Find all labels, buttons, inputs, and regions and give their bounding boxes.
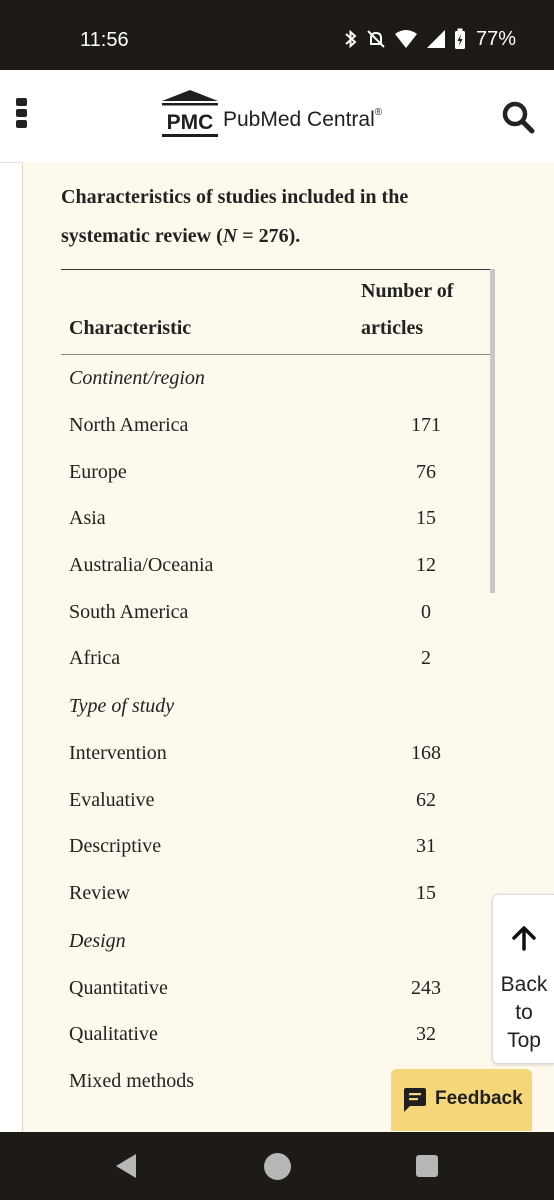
table-row-value: 32 [416,1023,436,1045]
do-not-disturb-icon [366,29,386,49]
recents-square-icon[interactable] [416,1155,438,1177]
table-row-label: Europe [69,461,127,483]
back-to-top-label: Back to Top [500,973,548,1052]
pmc-building-icon [158,89,222,139]
battery-charging-icon [454,28,466,50]
registered-mark: ® [374,107,383,118]
table-row-label: Review [69,882,131,904]
status-bar [0,0,554,70]
logo-name: PubMed Central [223,108,375,131]
table-row-label: Australia/Oceania [69,554,214,576]
back-triangle-icon[interactable] [113,1152,139,1180]
table-row-label: Qualitative [69,1023,158,1045]
section-label: Continent/region [69,367,205,389]
feedback-button[interactable] [391,1069,532,1131]
table-row-value: 12 [416,554,436,576]
table-row-value: 168 [411,742,441,764]
logo-acronym: PMC [166,111,214,134]
table-row-value: 62 [416,789,436,811]
table-row-label: Intervention [69,742,167,764]
table-row-value: 0 [421,601,431,623]
table-row-value: 243 [411,977,441,999]
signal-icon [426,29,446,49]
table-row-label: Quantitative [69,977,168,999]
section-label: Type of study [69,695,175,717]
table-row-label: North America [69,414,189,436]
column-header-number-of-articles: Number of articles [361,280,454,339]
table-row-value: 15 [416,882,436,904]
arrow-up-icon [511,925,537,951]
menu-dots-icon[interactable] [16,98,28,130]
table-header-rule [61,354,495,355]
table-row-label: Descriptive [69,835,162,857]
article-content [22,162,554,1132]
table-row-value: 76 [416,461,436,483]
home-circle-icon[interactable] [264,1153,291,1180]
table-row-value: 31 [416,835,436,857]
table-row-value: 15 [416,507,436,529]
table-row-label: Africa [69,647,121,669]
status-time: 11:56 [80,29,129,51]
caption-n: N [222,225,238,247]
table-row-label: Evaluative [69,789,155,811]
feedback-label: Feedback [435,1088,523,1109]
search-icon [500,99,536,135]
table-row-label: Asia [69,507,106,529]
table-scrollbar[interactable] [490,269,495,593]
battery-percent: 77% [475,27,516,50]
pmc-logo[interactable] [158,89,403,139]
table-row-value: 2 [421,647,431,669]
table-top-rule [61,269,495,270]
status-icons [344,27,516,51]
table-row-label: South America [69,601,189,623]
table-row-value: 171 [411,414,441,436]
search-button[interactable] [500,99,536,135]
wifi-icon [394,29,418,49]
section-label: Design [69,930,126,952]
table-row-label: Mixed methods [69,1070,194,1092]
column-header-characteristic: Characteristic [69,317,192,339]
table-caption: Characteristics of studies included in the systematic review (N = 276). [61,186,409,247]
bluetooth-icon [344,29,358,49]
feedback-icon [401,1086,429,1114]
back-to-top-button[interactable] [492,894,554,1064]
